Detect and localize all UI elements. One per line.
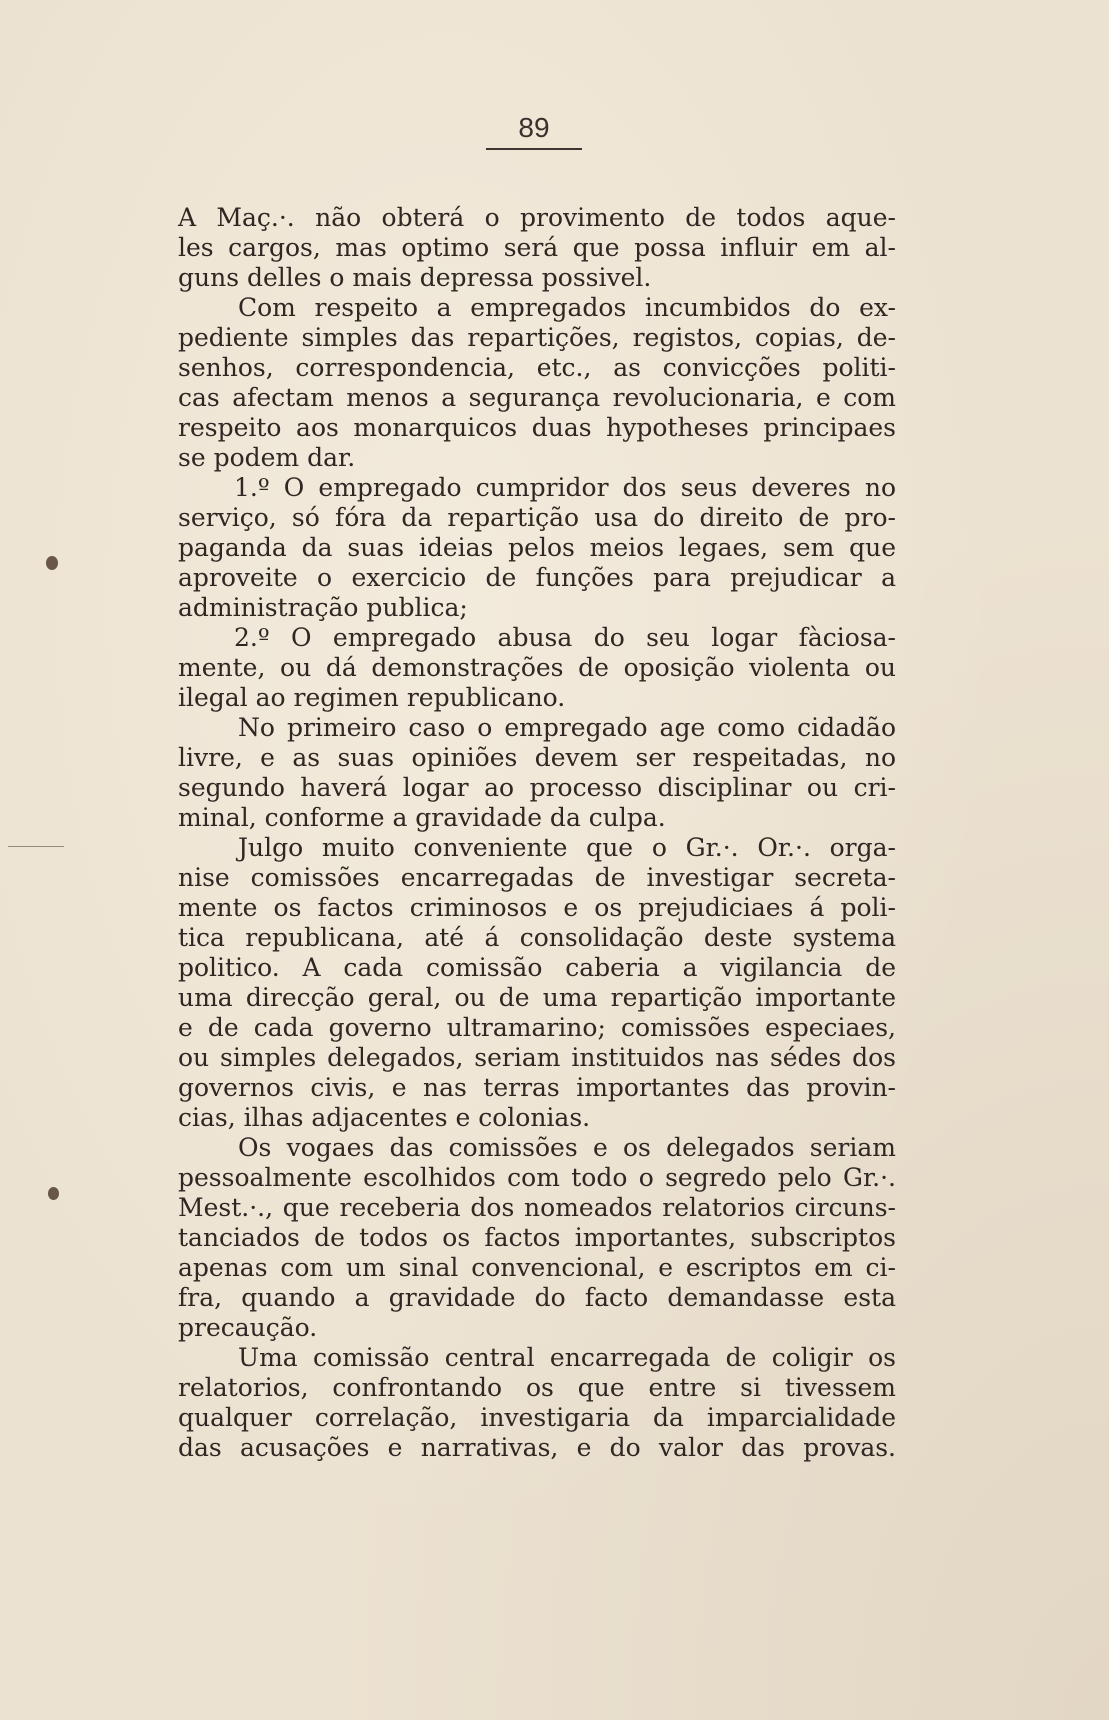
text-line: tanciados de todos os factos importantes, subscriptos	[178, 1223, 896, 1252]
text-line: Julgo muito conveniente que o Gr.·. Or.·. orga-	[238, 833, 896, 862]
text-line: No primeiro caso o empregado age como cidadão	[238, 713, 896, 742]
ink-stain	[48, 1187, 59, 1200]
text-line: apenas com um sinal convencional, e escriptos em ci-	[178, 1253, 896, 1282]
page-header	[486, 112, 582, 150]
text-line: cas afectam menos a segurança revolucionaria, e com	[178, 383, 896, 412]
text-line: mente os factos criminosos e os prejudiciaes á poli-	[178, 893, 896, 922]
text-line: administração publica;	[178, 593, 468, 622]
text-line: politico. A cada comissão caberia a vigilancia de	[178, 953, 896, 982]
text-line: tica republicana, até á consolidação deste systema	[178, 923, 896, 952]
text-line: aproveite o exercicio de funções para prejudicar a	[178, 563, 896, 592]
text-line: nise comissões encarregadas de investigar secreta-	[178, 863, 896, 892]
text-line: ou simples delegados, seriam instituidos nas sédes dos	[178, 1043, 896, 1072]
text-line: serviço, só fóra da repartição usa do direito de pro-	[178, 503, 896, 532]
text-line: Os vogaes das comissões e os delegados seriam	[238, 1133, 896, 1162]
text-line: Uma comissão central encarregada de coligir os	[238, 1343, 896, 1372]
text-line: mente, ou dá demonstrações de oposição violenta ou	[178, 653, 896, 682]
text-line: respeito aos monarquicos duas hypotheses principaes	[178, 413, 896, 442]
text-line: guns delles o mais depressa possivel.	[178, 263, 652, 292]
text-line: senhos, correspondencia, etc., as convicções politi-	[178, 353, 896, 382]
text-line: les cargos, mas optimo será que possa influir em al-	[178, 233, 896, 262]
text-line: pediente simples das repartições, registos, copias, de-	[178, 323, 896, 352]
body-text	[178, 203, 896, 1463]
text-line: 1.º O empregado cumpridor dos seus deveres no	[234, 473, 896, 502]
header-rule	[486, 148, 582, 150]
text-line: pessoalmente escolhidos com todo o segredo pelo Gr.·.	[178, 1163, 896, 1192]
text-line: e de cada governo ultramarino; comissões especiaes,	[178, 1013, 896, 1042]
ink-stain	[46, 556, 58, 570]
text-line: fra, quando a gravidade do facto demandasse esta	[178, 1283, 896, 1312]
text-line: Mest.·., que receberia dos nomeados relatorios circuns-	[178, 1193, 896, 1222]
text-line: Com respeito a empregados incumbidos do ex-	[238, 293, 896, 322]
text-line: ilegal ao regimen republicano.	[178, 683, 566, 712]
text-line: se podem dar.	[178, 443, 356, 472]
text-line: governos civis, e nas terras importantes das provin-	[178, 1073, 896, 1102]
text-line: qualquer correlação, investigaria da imparcialidade	[178, 1403, 896, 1432]
text-line: A Maç.·. não obterá o provimento de todos aque-	[178, 203, 896, 232]
text-line: paganda da suas ideias pelos meios legaes, sem que	[178, 533, 896, 562]
text-line: livre, e as suas opiniões devem ser respeitadas, no	[178, 743, 896, 772]
text-line: das acusações e narrativas, e do valor das provas.	[178, 1433, 896, 1462]
text-line: 2.º O empregado abusa do seu logar fàciosa-	[234, 623, 896, 652]
text-line: uma direcção geral, ou de uma repartição importante	[178, 983, 896, 1012]
page-number: 89	[518, 112, 550, 143]
text-line: minal, conforme a gravidade da culpa.	[178, 803, 666, 832]
text-line: cias, ilhas adjacentes e colonias.	[178, 1103, 591, 1132]
text-line: relatorios, confrontando os que entre si tivessem	[178, 1373, 896, 1402]
text-line: precaução.	[178, 1313, 318, 1342]
margin-mark	[8, 846, 64, 847]
text-line: segundo haverá logar ao processo disciplinar ou cri-	[178, 773, 896, 802]
